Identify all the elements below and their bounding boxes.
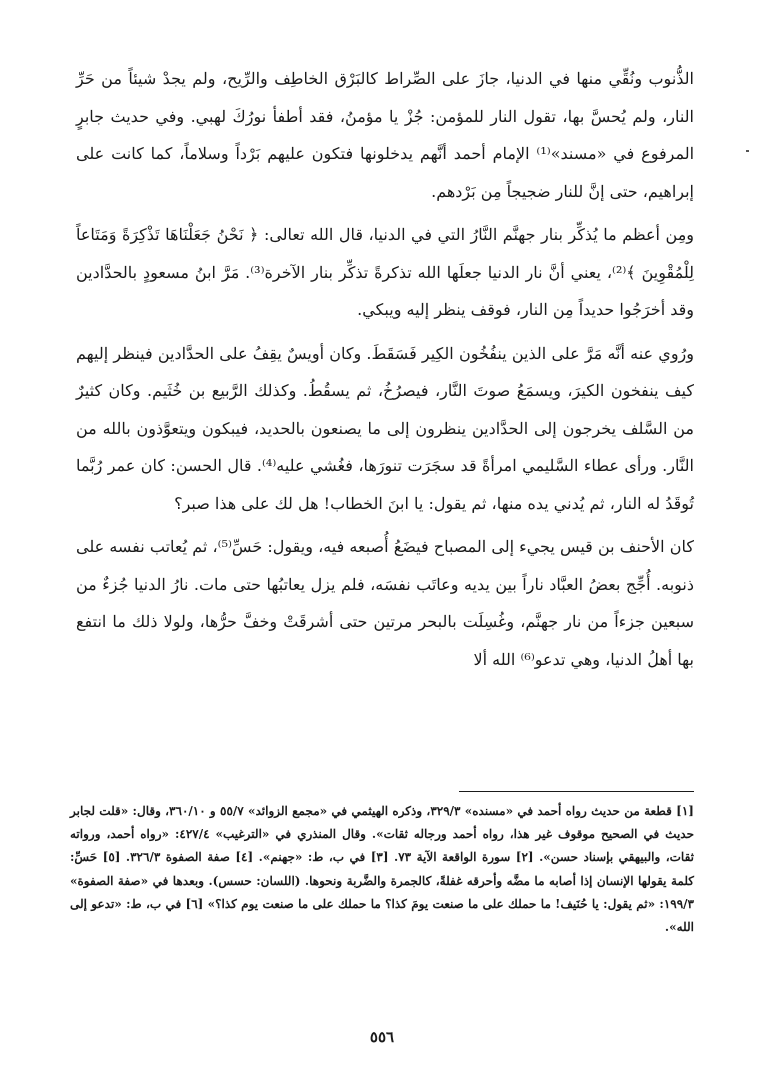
footnote-divider (459, 791, 694, 792)
footnotes (70, 800, 694, 939)
body-paragraph-1: الذُّنوب ونُقِّي منها في الدنيا، جازَ على الصِّراط كالبَرْق الخاطِف والرِّيح، ولم يجدْ شيئاً من حَرِّ النار، ولم يُحسَّ بها، تقول النار للمؤمن: جُزْ يا مؤمنُ، فقد أطفأ نورُكَ لهبي. وفي حديث جابرٍ المرفوع في «مسند»⁽¹⁾ الإمام أحمد أنَّهم يدخلونها فتكون عليهم بَرْداً وسلاماً، كما كانت على إبراهيم، حتى إنَّ للنار ضجيجاً مِن بَرْدهم. (76, 69, 695, 201)
body-paragraph-3: ورُوي عنه أنَّه مَرَّ على الذين ينفُخُون الكِير فَسَقَطَ. وكان أويسٌ يقِفُ على الحدَّادين فينظر إليهم كيف ينفخون الكيرَ، ويسمَعُ صوتَ النَّار، فيصرُخُ، ثم يسقُطُ. وكذلك الرَّبيع بن خُثَيم. وكان كثيرٌ من السَّلف يخرجون إلى الحدَّادين ينظرون إلى ما يصنعون بالحديد، فيبكون ويتعوَّذون بالله من النَّار. ورأى عطاء السَّليمي امرأةً قد سجَرَت تنورَها، فغُشي عليه⁽⁴⁾. قال الحسن: كان عمر رُبَّما تُوقَدُ له النار، ثم يُدني يده منها، ثم يقول: يا ابنَ الخطاب! هل لك على هذا صبر؟ (76, 343, 694, 513)
footnote-text: [١] قطعة من حديث رواه أحمد في «مسنده» ٣٢٩/٣، وذكره الهيثمي في «مجمع الزوائد» ٥٥/٧ و ٣٦٠/١٠، وقال: «قلت لجابر حديث في الصحيح موقوف غير هذا، رواه أحمد ورجاله ثقات». وقال المنذري في «الترغيب» ٤٢٧/٤: «رواه أحمد، ورواته ثقات، والبيهقي بإسناد حسن». [٢] سورة الواقعة الآية ٧٣. [٣] في ب، ط: «جهنم». [٤] صفة الصفوة ٣٢٦/٣. [٥] حَسِّ: كلمة يقولها الإنسان إذا أصابه ما مضَّه وأحرقه غفلةً، كالجمرة والضَّربة ونحوها. (اللسان: حسس). وبعدها في «صفة الصفوة» ١٩٩/٣: «ثم يقول: يا حُنَيف! ما حملك على ما صنعت يومَ كذا؟ ما حملك على ما صنعت يوم كذا؟» [٦] في ب، ط: «تدعو إلى الله». (70, 804, 694, 935)
main-text (76, 60, 694, 678)
page-number: ٥٥٦ (369, 1028, 395, 1046)
body-paragraph-4: كان الأحنف بن قيس يجيء إلى المصباح فيضَعُ أُصبعه فيه، ويقول: حَسِّ⁽⁵⁾، ثم يُعاتب نفسه على ذنوبه. أُجِّج بعضُ العبَّاد ناراً بين يديه وعاتَب نفسَه، فلم يزل يعاتبُها حتى مات. نارُ الدنيا جُزءٌ من سبعين جزءاً من نار جهنَّم، وغُسِلَت بالبحر مرتين حتى أشرقَتْ وخفَّ حرُّها، ولولا ذلك ما انتفع بها أهلُ الدنيا، وهي تدعو⁽⁶⁾ الله ألا (76, 537, 695, 669)
body-paragraph-2: ومِن أعظم ما يُذكِّر بنار جهنَّم النَّارُ التي في الدنيا، قال الله تعالى: ﴿ نَحْنُ جَعَلْنَاهَا تَذْكِرَةً وَمَتَاعاً لِلْمُقْوِينَ ﴾⁽²⁾، يعني أنَّ نار الدنيا جعلَها الله تذكرةً تذكِّر بنار الآخرة⁽³⁾. مَرَّ ابنُ مسعودٍ بالحدَّادين وقد أخرَجُوا حديداً مِن النار، فوقف ينظر إليه ويبكي. (76, 225, 694, 319)
scan-mark (746, 150, 749, 152)
